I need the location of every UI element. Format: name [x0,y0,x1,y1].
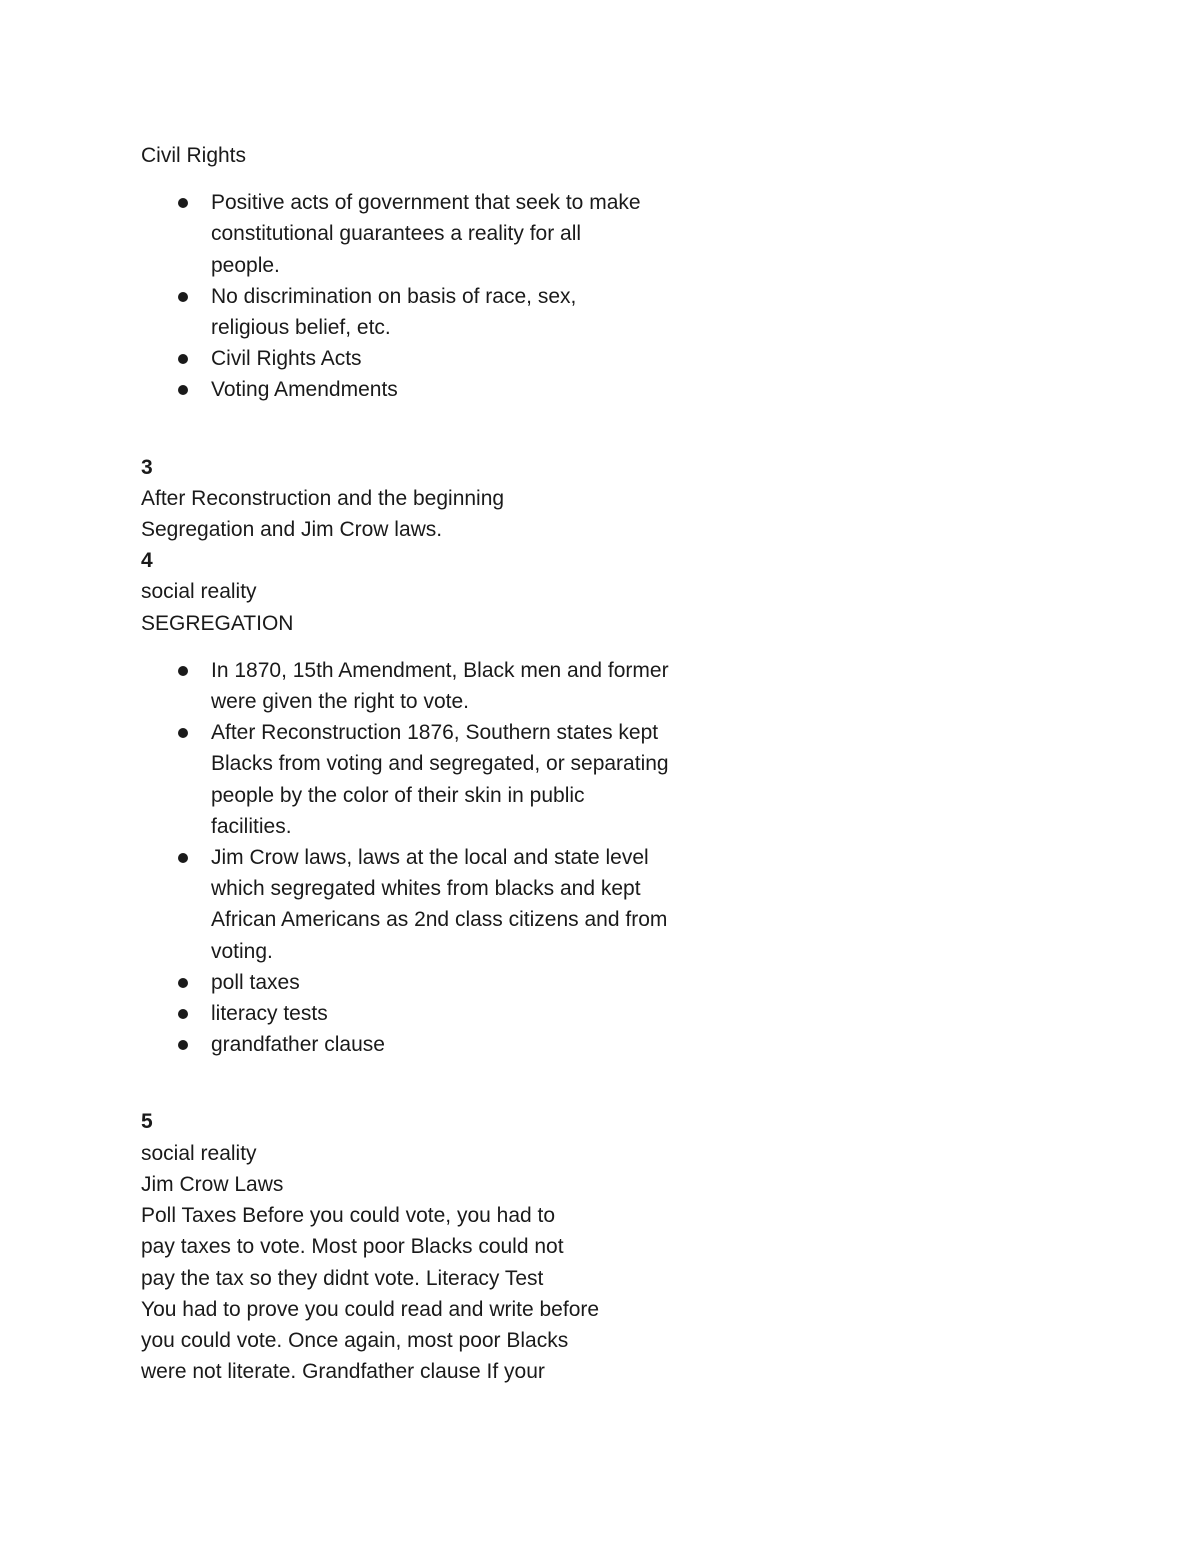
list-item-text: religious belief, etc. [211,316,391,340]
list-item [211,998,761,1029]
bullet-icon [178,198,188,208]
list-item-text: Jim Crow laws, laws at the local and state level [211,846,649,870]
list-item-text: Positive acts of government that seek to make [211,191,641,215]
list-item-text: poll taxes [211,970,300,994]
paragraph-line: social reality [141,1141,257,1165]
paragraph-line: pay taxes to vote. Most poor Blacks could not [141,1235,564,1259]
paragraph-line: you could vote. Once again, most poor Blacks [141,1328,569,1352]
bullet-icon [178,853,188,863]
list-item-text: constitutional guarantees a reality for all [211,222,582,246]
list-item [211,374,761,405]
list-item-text: people. [211,253,280,277]
list-item [211,343,761,374]
list-item-text: African Americans as 2nd class citizens and from [211,908,668,932]
bullet-icon [178,1040,188,1050]
list-item-text: voting. [211,939,273,963]
paragraph-line: pay the tax so they didnt vote. Literacy Test [141,1266,544,1290]
list-item [211,717,761,842]
list-item-text: facilities. [211,814,292,838]
list-item-text: Voting Amendments [211,378,398,402]
segregation-list [141,655,761,1061]
list-item-text: which segregated whites from blacks and kept [211,877,641,901]
bullet-icon [178,728,188,738]
bullet-icon [178,978,188,988]
list-item [211,655,761,717]
paragraph-line: You had to prove you could read and write before [141,1297,600,1321]
paragraph-line: SEGREGATION [141,611,294,635]
list-item-text: grandfather clause [211,1033,385,1057]
list-item-text: people by the color of their skin in public [211,783,585,807]
bullet-icon [178,354,188,364]
paragraph-line: After Reconstruction and the beginning [141,486,505,510]
list-item-text: No discrimination on basis of race, sex, [211,284,577,308]
bullet-icon [178,1009,188,1019]
paragraph-line: Jim Crow Laws [141,1172,284,1196]
list-item-text: Blacks from voting and segregated, or separating [211,752,669,776]
paragraph-line: social reality [141,580,257,604]
list-item [211,842,761,967]
list-item [211,967,761,998]
section-number: 4 [141,549,153,573]
section-number: 5 [141,1110,153,1134]
list-item [211,1029,761,1060]
section-number: 3 [141,455,153,479]
bullet-icon [178,666,188,676]
list-item-text: After Reconstruction 1876, Southern states kept [211,721,659,745]
list-item [211,187,761,281]
list-item-text: were given the right to vote. [211,690,469,714]
paragraph-line: were not literate. Grandfather clause If your [141,1360,545,1384]
paragraph-line: Poll Taxes Before you could vote, you had to [141,1204,556,1228]
list-item [211,281,761,343]
bullet-icon [178,385,188,395]
document-page [141,140,761,1387]
paragraph-line: Segregation and Jim Crow laws. [141,518,443,542]
list-item-text: In 1870, 15th Amendment, Black men and former [211,658,669,682]
bullet-icon [178,292,188,302]
list-item-text: literacy tests [211,1002,328,1026]
section-title: Civil Rights [141,144,247,167]
civil-rights-list [141,187,761,405]
list-item-text: Civil Rights Acts [211,347,362,371]
